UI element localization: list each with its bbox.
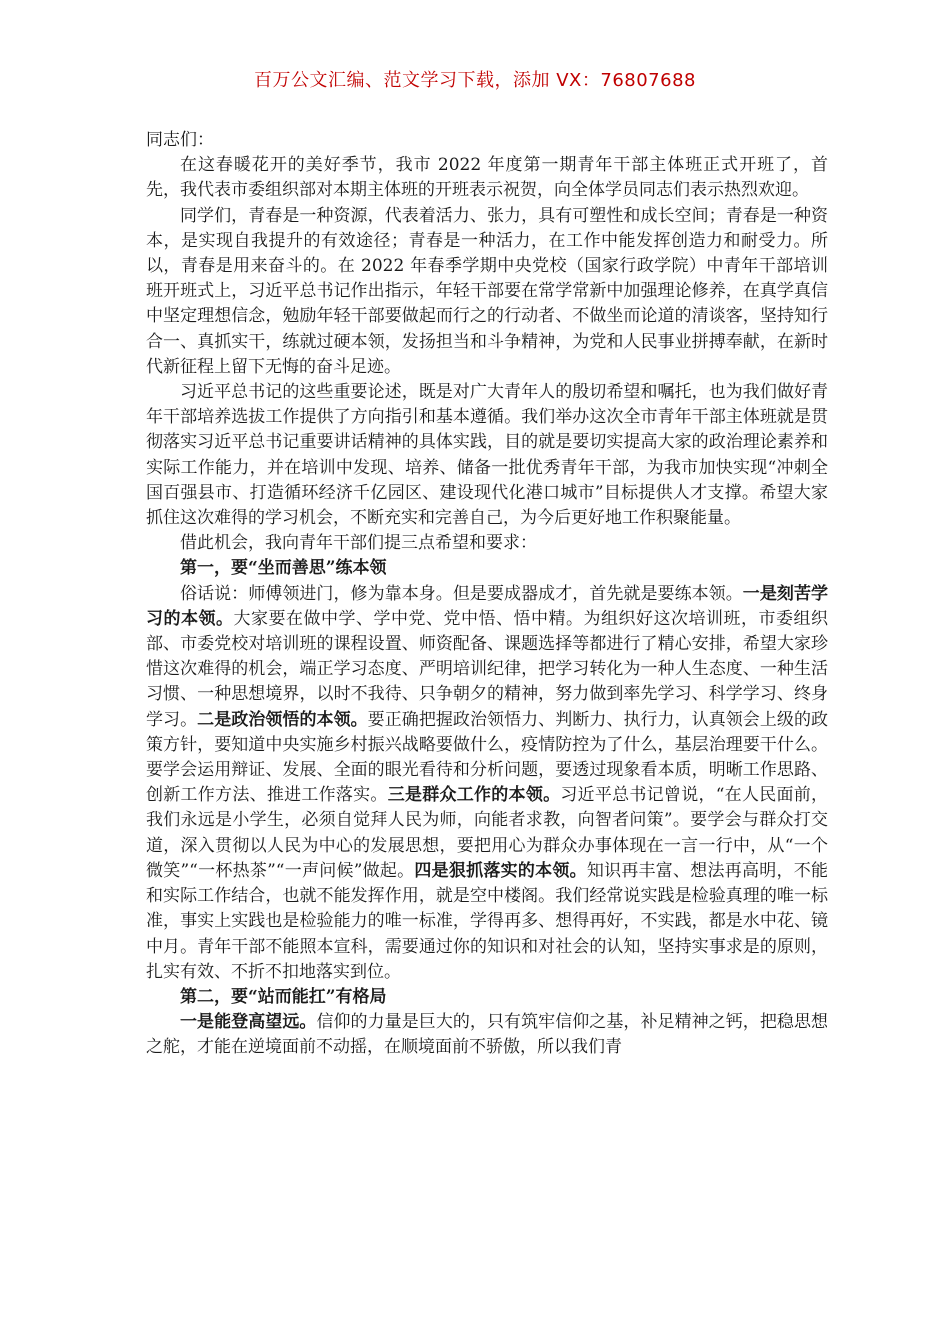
p5-intro: 俗话说：师傅领进门，修为靠本身。但是要成器成才，首先就是要练本领。 (180, 583, 743, 604)
paragraph-1: 在这春暖花开的美好季节，我市 2022 年度第一期青年干部主体班正式开班了，首先，我代表市委组织部对本期主体班的开班表示祝贺，向全体学员同志们表示热烈欢迎。 (146, 155, 828, 201)
p5-text-4: 知识再丰富、想法再高明，不能和实际工作结合，也就不能发挥作用，就是空中楼阁。我们经常说实践是检验真理的唯一标准，事实上实践也是检验能力的唯一标准，学得再多、想得再好，不实践，都是水中花、镜中月。青年干部不能照本宣科，需要通过你的知识和对社会的认知，坚持实事求是的原则，扎实有效、不折不扣地落实到位。 (146, 860, 829, 982)
section-heading-2: 第二，要“站而能扛”有格局 (180, 986, 387, 1007)
paragraph-2: 同学们，青春是一种资源，代表着活力、张力，具有可塑性和成长空间；青春是一种资本，是实现自我提升的有效途径；青春是一种活力，在工作中能发挥创造力和耐受力。所以，青春是用来奋斗的。在 2022 年春季学期中央党校（国家行政学院）中青年干部培训班开班式上，习近平总书记作出指示，年轻干部要在常学常新中加强理论修养，在真学真信中坚定理想信念，勉励年轻干部要做起而行之的行动者、不做坐而论道的清谈客，坚持知行合一、真抓实干，练就过硬本领，发扬担当和斗争精神，为党和人民事业拼搏奉献，在新时代新征程上留下无悔的奋斗足迹。 (146, 205, 828, 377)
paragraph-6 (146, 1010, 828, 1060)
p5-bold-3: 三是群众工作的本领。 (387, 785, 561, 806)
watermark-banner: 百万公文汇编、范文学习下载，添加 VX：76807688 (254, 70, 696, 91)
p5-bold-1: 一是刻苦学习的本领。 (146, 583, 829, 629)
salutation: 同志们： (146, 130, 214, 150)
p5-text-3: 习近平总书记曾说，“在人民面前，我们永远是小学生，必须自觉拜人民为师，向能者求教，向智者问策”。要学会与群众打交道，深入贯彻以人民为中心的发展思想，要把用心为群众办事体现在一言一行中，从“一个微笑”“一杯热茶”“一声问候”做起。 (146, 785, 828, 881)
section-heading-1: 第一，要“坐而善思”练本领 (180, 558, 387, 579)
p5-text-1: 大家要在做中学、学中党、党中悟、悟中精。为组织好这次培训班，市委组织部、市委党校对培训班的课程设置、师资配备、课题选择等都进行了精心安排，希望大家珍惜这次难得的机会，端正学习态度、严明培训纪律，把学习转化为一种人生态度、一种生活习惯、一种思想境界，以时不我待、只争朝夕的精神，努力做到率先学习、科学学习、终身学习。 (146, 608, 828, 730)
speech-body (146, 128, 828, 1061)
p6-text-1: 信仰的力量是巨大的，只有筑牢信仰之基，补足精神之钙，把稳思想之舵，才能在逆境面前不动摇，在顺境面前不骄傲，所以我们青 (146, 1012, 829, 1058)
p5-bold-4: 四是狠抓落实的本领。 (414, 860, 587, 881)
p6-bold-1: 一是能登高望远。 (180, 1012, 317, 1033)
p5-text-2: 要正确把握政治领悟力、判断力、执行力，认真领会上级的政策方针，要知道中央实施乡村振兴战略要做什么，疫情防控为了什么，基层治理要干什么。要学会运用辩证、发展、全面的眼光看待和分析问题，要透过现象看本质，明晰工作思路、创新工作方法、推进工作落实。 (146, 709, 829, 806)
paragraph-3: 习近平总书记的这些重要论述，既是对广大青年人的殷切希望和嘱托，也为我们做好青年干部培养选拔工作提供了方向指引和基本遵循。我们举办这次全市青年干部主体班就是贯彻落实习近平总书记重要讲话精神的具体实践，目的就是要切实提高大家的政治理论素养和实际工作能力，并在培训中发现、培养、储备一批优秀青年干部，为我市加快实现“冲刺全国百强县市、打造循环经济千亿园区、建设现代化港口城市”目标提供人才支撑。希望大家抓住这次难得的学习机会，不断充实和完善自己，为今后更好地工作积聚能量。 (146, 382, 828, 529)
paragraph-4: 借此机会，我向青年干部们提三点希望和要求： (180, 533, 537, 554)
paragraph-5 (146, 582, 828, 985)
p5-bold-2: 二是政治领悟的本领。 (197, 709, 368, 730)
